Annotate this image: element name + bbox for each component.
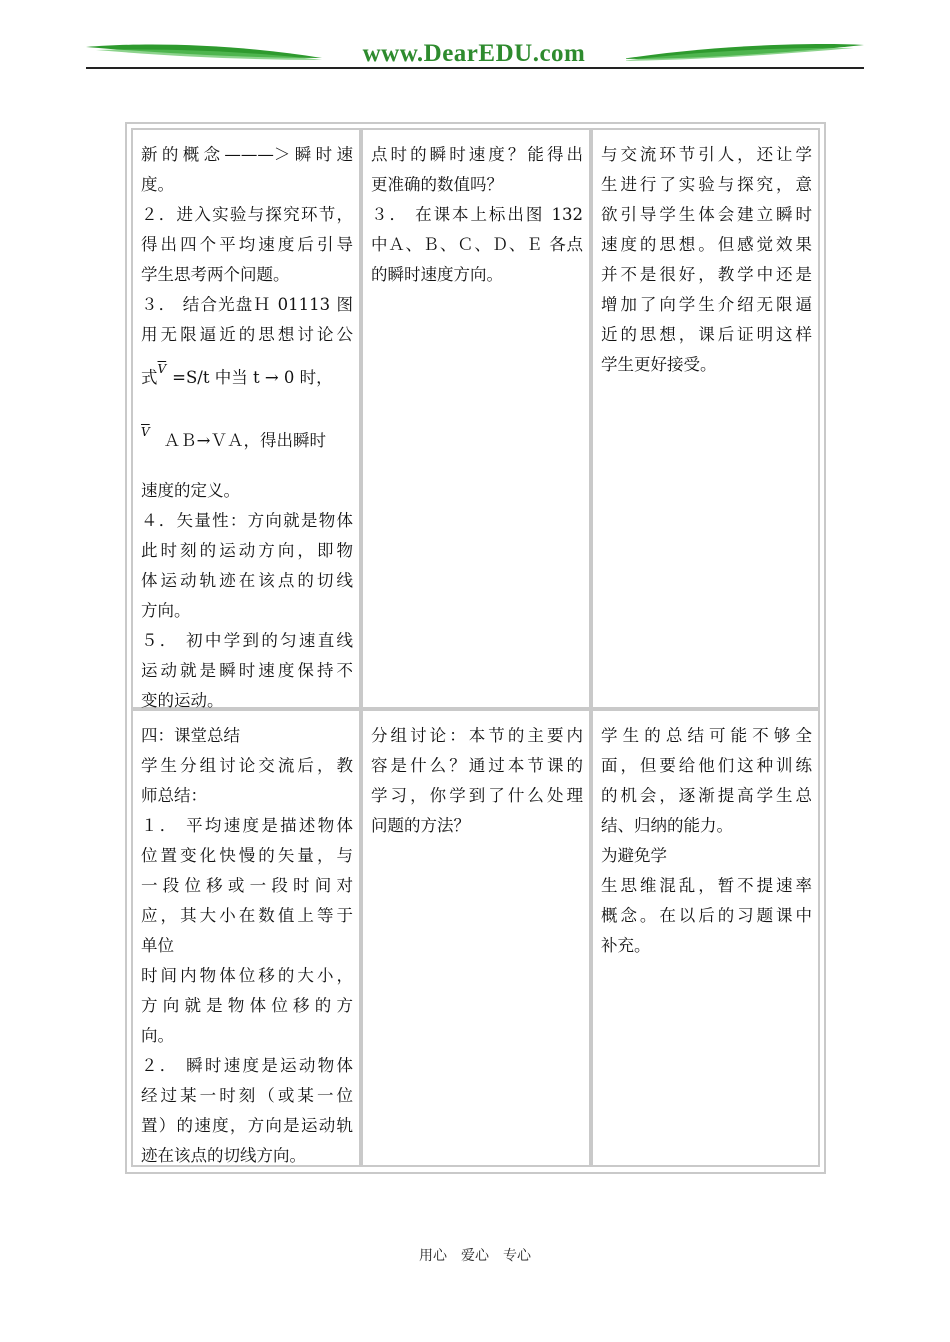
text-line: 点时的瞬时速度？能得出 bbox=[371, 145, 583, 164]
text-line: 的瞬时速度方向。 bbox=[371, 265, 503, 284]
row1-col2-cell bbox=[361, 128, 591, 709]
text-line: 并不是很好，教学中还是 bbox=[601, 265, 812, 284]
text-line: 经过某一时刻（或某一位 bbox=[141, 1086, 353, 1105]
text-line: 运动就是瞬时速度保持不 bbox=[141, 661, 353, 680]
text-line: 体运动轨迹在该点的切线 bbox=[141, 571, 353, 590]
text-line: 增加了向学生介绍无限逼 bbox=[601, 295, 812, 314]
text-line: 欲引导学生体会建立瞬时 bbox=[601, 205, 812, 224]
text-line: 新的概念———＞瞬时速 bbox=[141, 145, 353, 164]
text-line: 四：课堂总结 bbox=[141, 726, 240, 745]
text-line: 方向就是物体位移的方 bbox=[141, 996, 353, 1015]
text-line: 置）的速度，方向是运动轨 bbox=[141, 1116, 353, 1135]
text-line: 学生的总结可能不够全 bbox=[601, 726, 812, 745]
text-line: 补充。 bbox=[601, 936, 651, 955]
text-line: 学生思考两个问题。 bbox=[141, 265, 290, 284]
text-line: 师总结： bbox=[141, 786, 207, 805]
text-line: ４．矢量性：方向就是物体 bbox=[141, 511, 353, 530]
text-fragment: ＡＢ→ＶＡ，得出瞬时 bbox=[163, 431, 326, 450]
text-line: １． 平均速度是描述物体 bbox=[141, 816, 353, 835]
text-line: 时间内物体位移的大小， bbox=[141, 966, 353, 985]
text-fragment: =S/t 中当 t → 0 时， bbox=[172, 368, 333, 387]
text-line: 更准确的数值吗？ bbox=[371, 175, 503, 194]
text-line: 学生更好接受。 bbox=[601, 355, 717, 374]
header-rule bbox=[86, 67, 864, 69]
text-line: 概念。在以后的习题课中 bbox=[601, 906, 812, 925]
text-line: 生进行了实验与探究，意 bbox=[601, 175, 812, 194]
text-line: 得出四个平均速度后引导 bbox=[141, 235, 353, 254]
text-line: 用无限逼近的思想讨论公 bbox=[141, 325, 353, 344]
row1-col3-cell bbox=[591, 128, 820, 709]
text-line: 容是什么？通过本节课的 bbox=[371, 756, 583, 775]
text-line: ２．进入实验与探究环节， bbox=[141, 205, 353, 224]
row1-col1-cell bbox=[131, 128, 361, 709]
text-line: 单位 bbox=[141, 936, 174, 955]
row2-col3-cell bbox=[591, 709, 820, 1167]
text-line: ２． 瞬时速度是运动物体 bbox=[141, 1056, 353, 1075]
text-line: 向。 bbox=[141, 1026, 174, 1045]
text-line: 生思维混乱，暂不提速率 bbox=[601, 876, 812, 895]
text-line: 近的思想，课后证明这样 bbox=[601, 325, 812, 344]
text-line: 速度的思想。但感觉效果 bbox=[601, 235, 812, 254]
text-line: 学习，你学到了什么处理 bbox=[371, 786, 583, 805]
text-line: 问题的方法？ bbox=[371, 816, 470, 835]
text-line: 的机会，逐渐提高学生总 bbox=[601, 786, 812, 805]
text-line: ３． 结合光盘Ｈ 01113 图 bbox=[141, 295, 353, 314]
row2-col2-cell bbox=[361, 709, 591, 1167]
text-line: 为避免学 bbox=[601, 846, 667, 865]
text-line: 迹在该点的切线方向。 bbox=[141, 1146, 306, 1165]
lesson-table bbox=[125, 122, 826, 1174]
text-line: 学生分组讨论交流后，教 bbox=[141, 756, 353, 775]
text-line: 一段位移或一段时间对 bbox=[141, 876, 353, 895]
text-line: 此时刻的运动方向，即物 bbox=[141, 541, 353, 560]
v-bar-symbol: $\overline{V}$ bbox=[157, 362, 167, 376]
text-line: ５． 初中学到的匀速直线 bbox=[141, 631, 353, 650]
page-footer-motto: 用心 爱心 专心 bbox=[419, 1248, 531, 1264]
text-line: 方向。 bbox=[141, 601, 191, 620]
formula-line bbox=[141, 417, 353, 456]
text-line: 度。 bbox=[141, 175, 174, 194]
text-line: 面，但要给他们这种训练 bbox=[601, 756, 812, 775]
text-line: 应，其大小在数值上等于 bbox=[141, 906, 353, 925]
row2-col1-cell bbox=[131, 709, 361, 1167]
text-line: 中Ａ、Ｂ、Ｃ、Ｄ、Ｅ 各点 bbox=[371, 235, 583, 254]
formula-line bbox=[141, 354, 353, 393]
text-line: 结、归纳的能力。 bbox=[601, 816, 733, 835]
text-line: 分组讨论：本节的主要内 bbox=[371, 726, 583, 745]
v-bar-symbol: $\overline{V}$ bbox=[141, 425, 150, 439]
text-line: 与交流环节引人，还让学 bbox=[601, 145, 812, 164]
text-fragment: 式 bbox=[141, 368, 158, 387]
site-logo-text: www.DearEDU.com bbox=[322, 40, 626, 68]
text-line: ３． 在课本上标出图 132 bbox=[371, 205, 583, 224]
text-line: 速度的定义。 bbox=[141, 481, 240, 500]
text-line: 位置变化快慢的矢量，与 bbox=[141, 846, 353, 865]
text-line: 变的运动。 bbox=[141, 691, 224, 710]
